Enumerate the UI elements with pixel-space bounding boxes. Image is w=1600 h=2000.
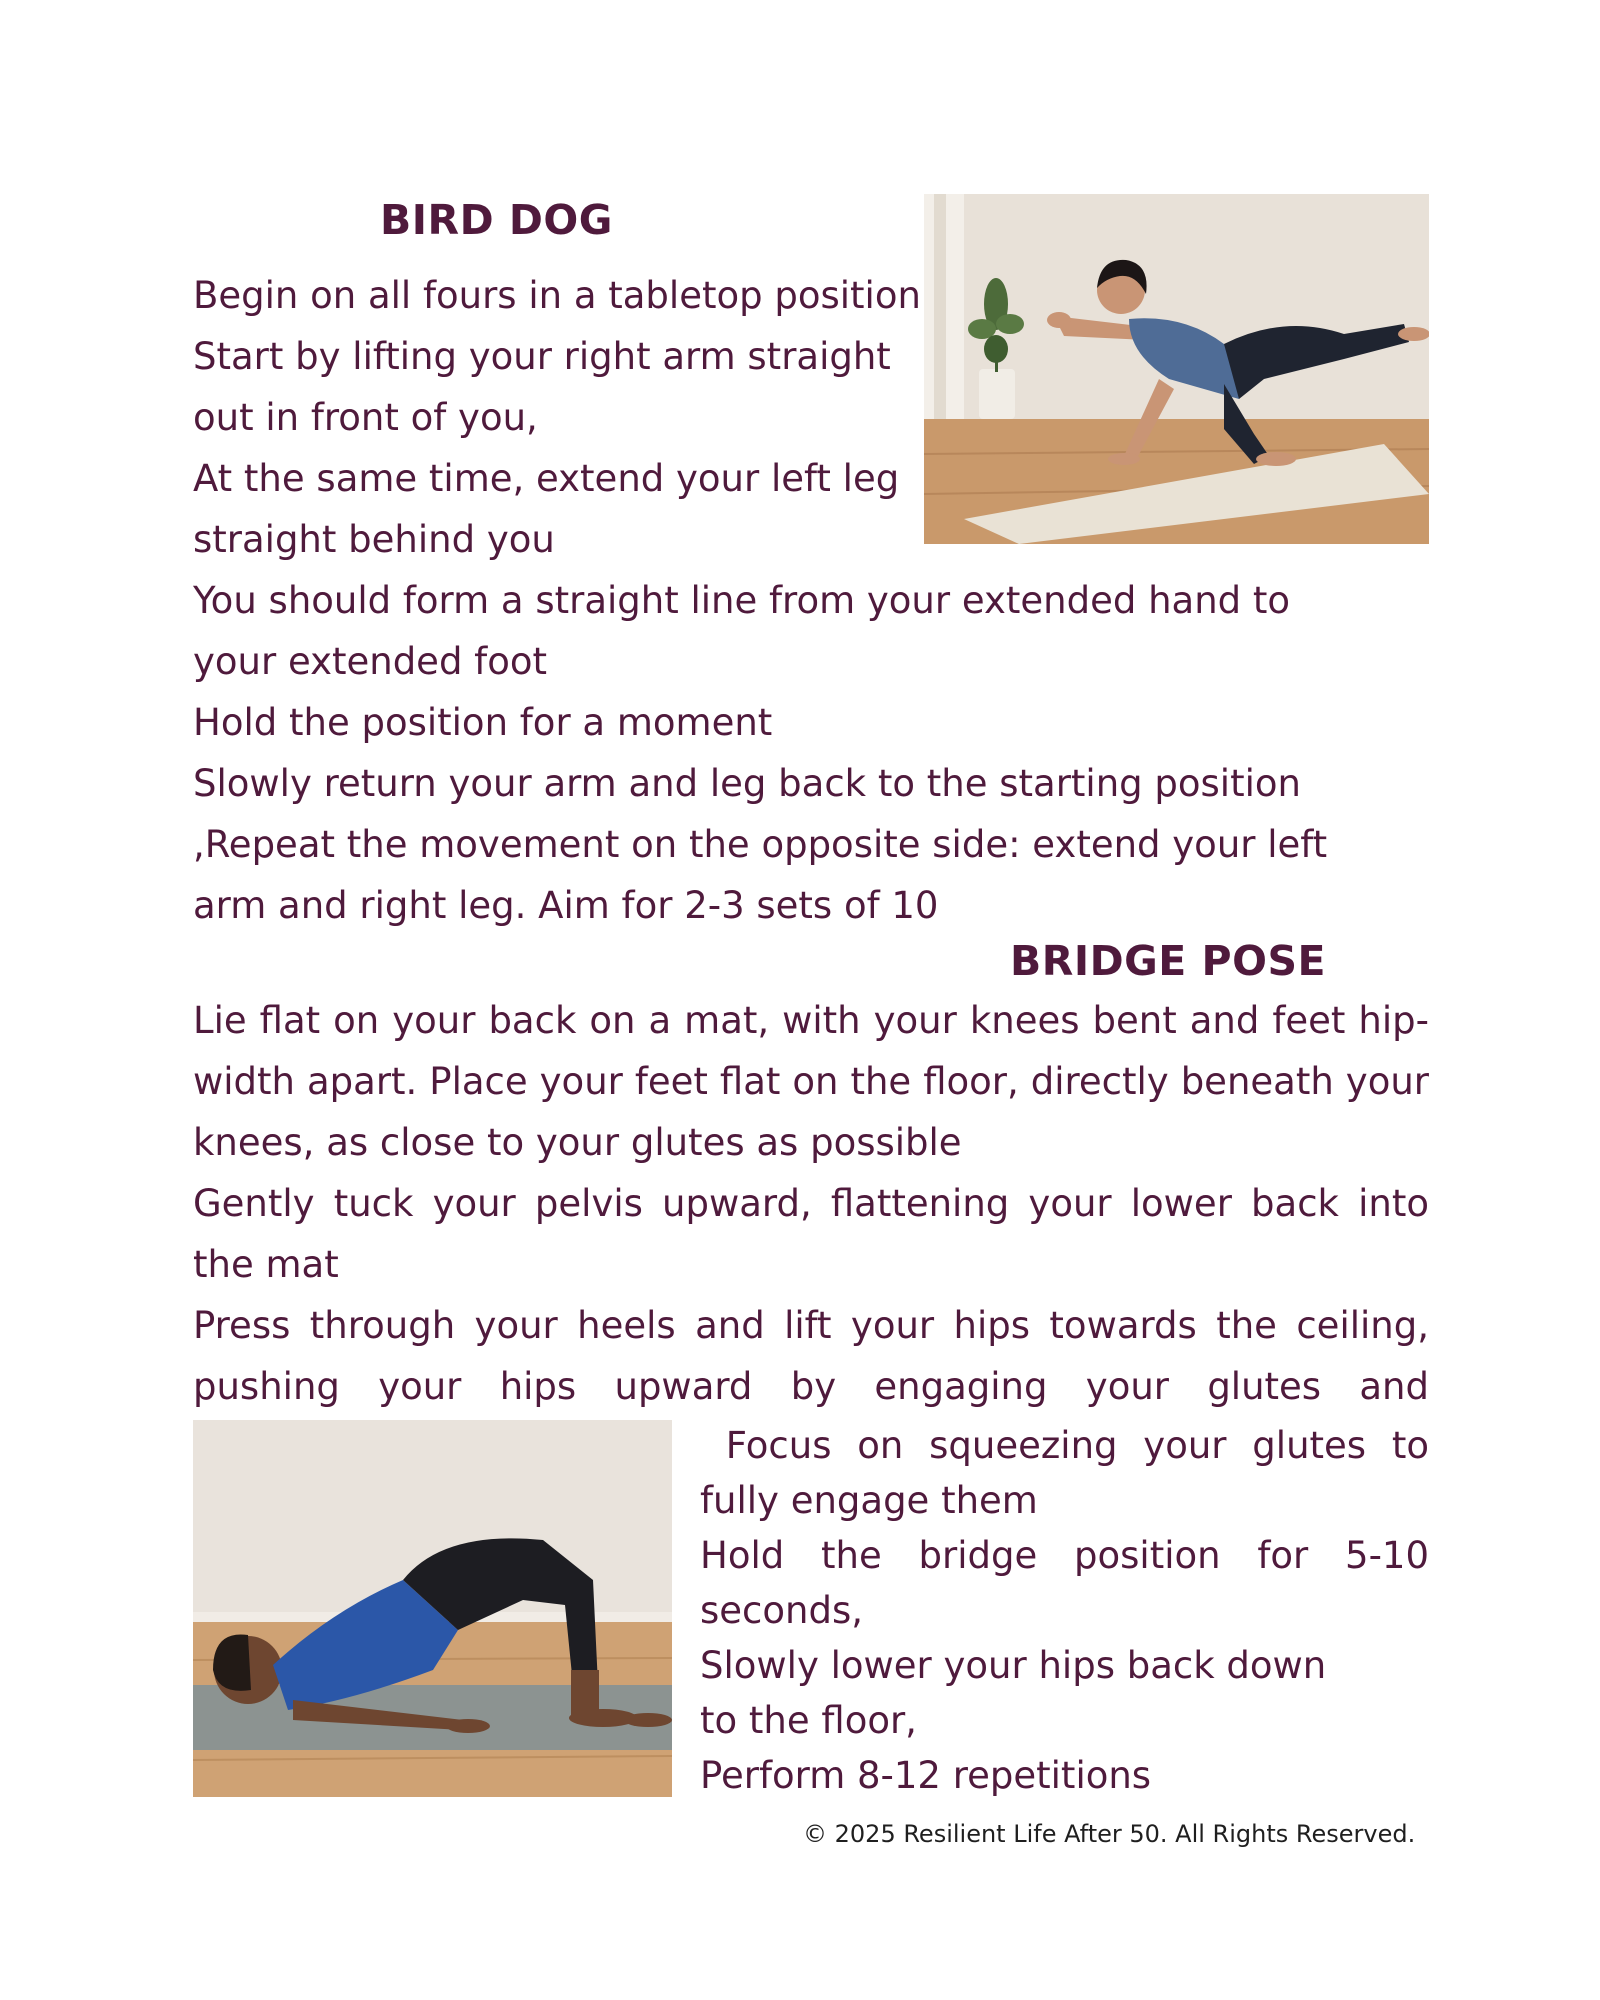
- bridge-pose-paragraph: Press through your heels and lift your hips towards the ceiling, pushing your hips upward by engaging your glutes and: [193, 1304, 1429, 1408]
- bird-dog-line: Start by lifting your right arm straight: [193, 335, 891, 378]
- copyright-footer: © 2025 Resilient Life After 50. All Rights Reserved.: [803, 1820, 1416, 1848]
- bird-dog-line: arm and right leg. Aim for 2-3 sets of 10: [193, 884, 939, 927]
- bridge-pose-side-line: Perform 8-12 repetitions: [700, 1754, 1152, 1797]
- bridge-pose-photo: [193, 1420, 672, 1797]
- bridge-pose-side-line: Hold the bridge position for 5-10 seconds,: [700, 1534, 1429, 1632]
- bird-dog-line: your extended foot: [193, 640, 547, 683]
- bird-dog-line: Begin on all fours in a tabletop position: [193, 274, 921, 317]
- bridge-pose-instructions: [193, 990, 1429, 1478]
- bird-dog-title: BIRD DOG: [380, 196, 613, 244]
- bridge-pose-paragraph: Lie flat on your back on a mat, with your knees bent and feet hip-width apart. Place your feet flat on the floor, directly beneath your knees, as close to your glutes as possible: [193, 999, 1429, 1164]
- bird-dog-line: straight behind you: [193, 518, 555, 561]
- bird-dog-line: Hold the position for a moment: [193, 701, 773, 744]
- bridge-pose-illustration: [193, 1420, 672, 1797]
- bird-dog-line: Slowly return your arm and leg back to the starting position: [193, 762, 1301, 805]
- bridge-pose-side-instructions: [700, 1418, 1441, 1803]
- bird-dog-line: out in front of you,: [193, 396, 538, 439]
- bridge-pose-side-line: to the floor,: [700, 1699, 917, 1742]
- bridge-pose-side-line: Focus on squeezing your glutes to fully engage them: [700, 1424, 1441, 1522]
- bird-dog-instructions: [193, 265, 1443, 936]
- bird-dog-line: ,Repeat the movement on the opposite side: extend your left: [193, 823, 1328, 866]
- bird-dog-line: At the same time, extend your left leg: [193, 457, 900, 500]
- bridge-pose-paragraph: Gently tuck your pelvis upward, flattening your lower back into the mat: [193, 1182, 1429, 1286]
- bird-dog-line: You should form a straight line from your extended hand to: [193, 579, 1291, 622]
- bridge-pose-side-line: Slowly lower your hips back down: [700, 1644, 1327, 1687]
- bridge-pose-title: BRIDGE POSE: [1010, 937, 1326, 985]
